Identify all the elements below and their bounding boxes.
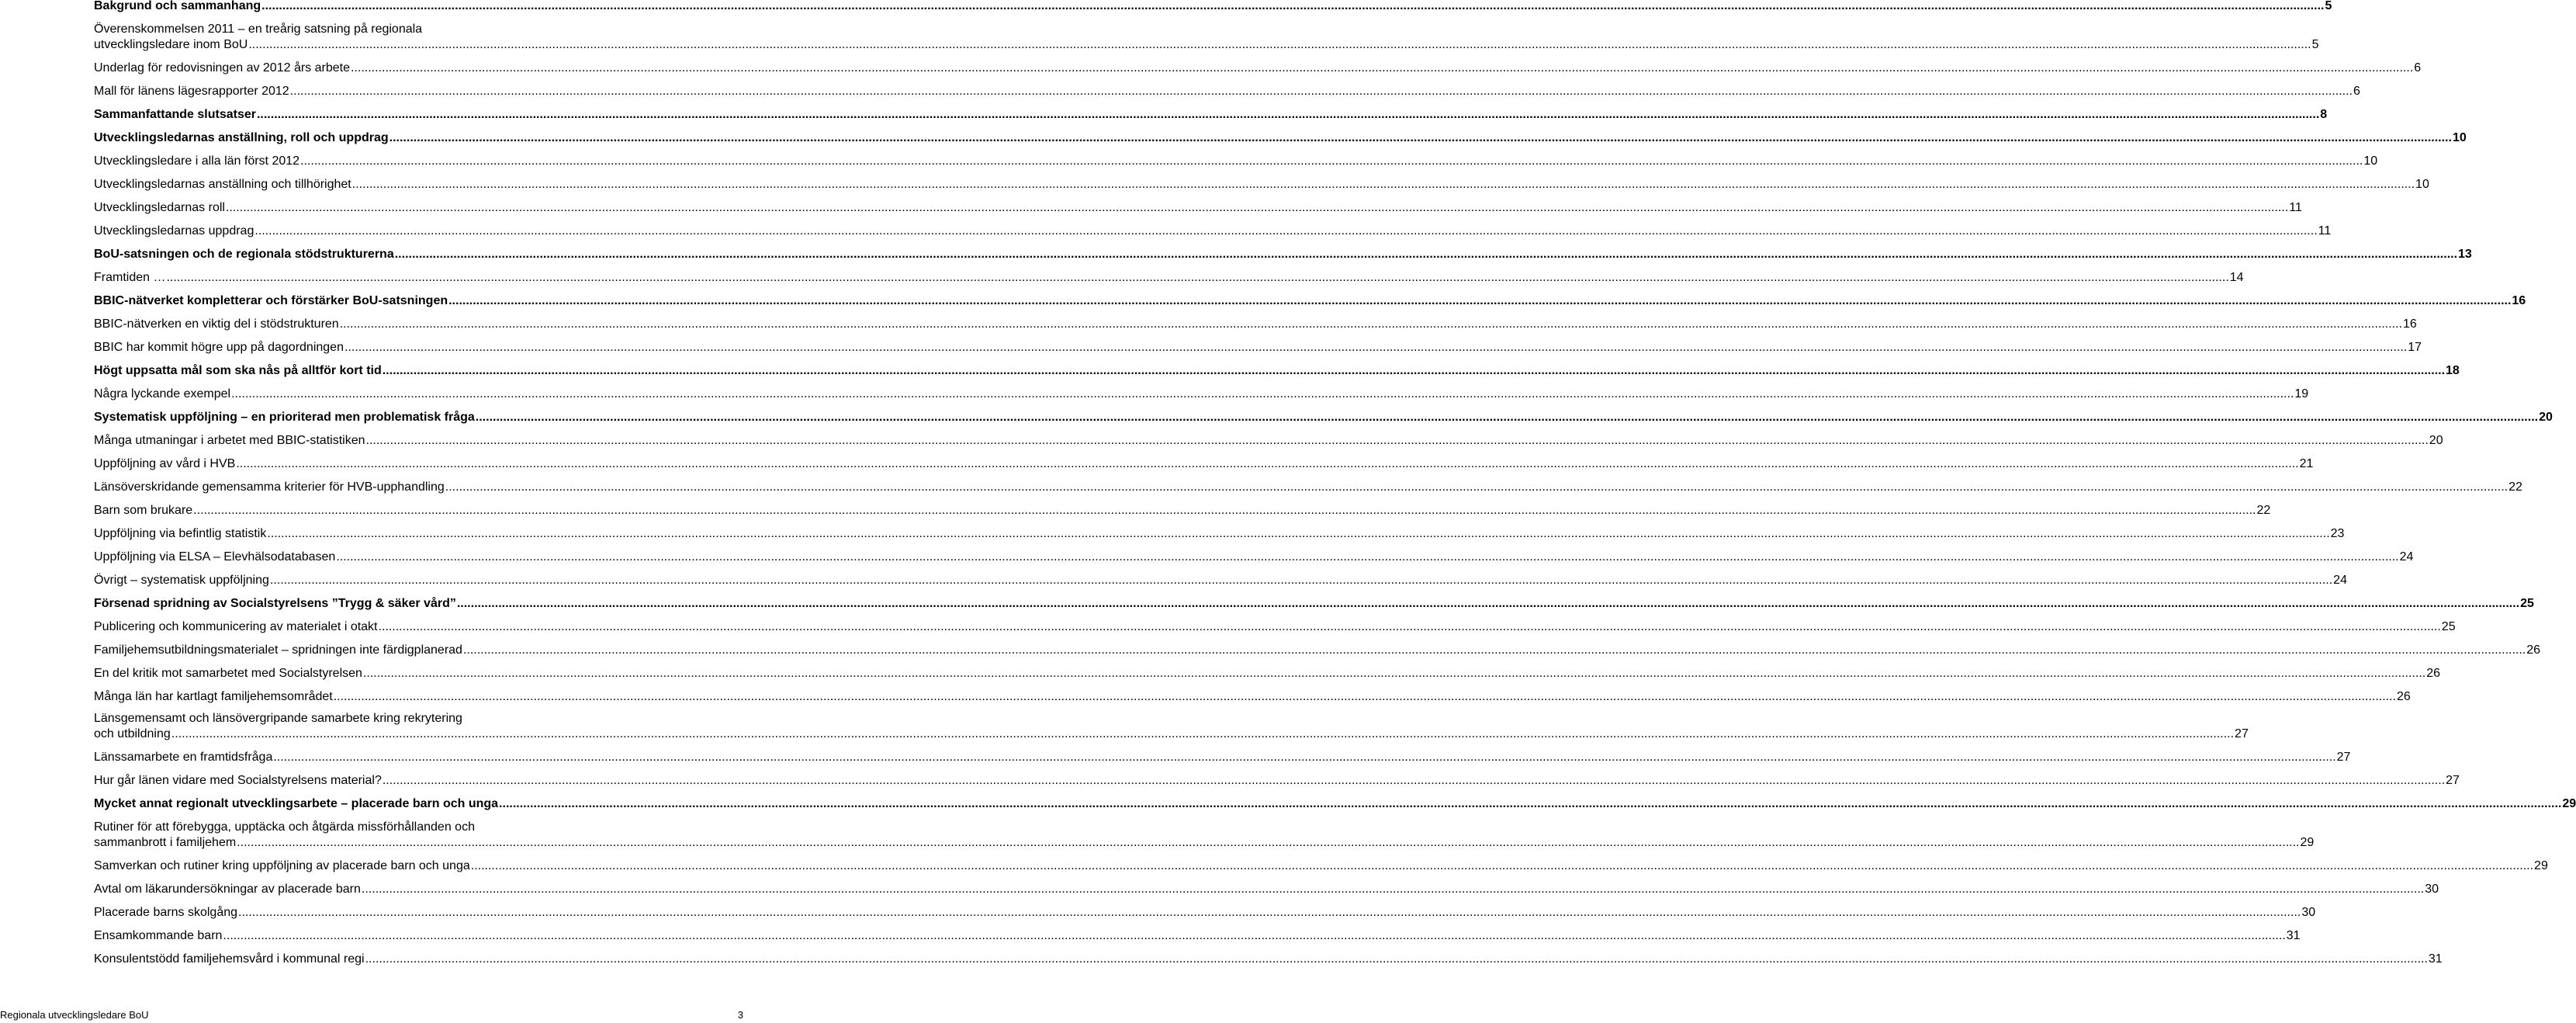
toc-entry[interactable]: [94, 200, 2302, 216]
toc-entry-page: 25: [2520, 597, 2534, 610]
toc-entry[interactable]: [94, 820, 2315, 851]
toc-dot-leader: [290, 84, 2353, 99]
toc-entry-title: Underlag för redovisningen av 2012 års arbete: [94, 61, 350, 75]
toc-entry-line: [94, 247, 2472, 262]
toc-entry-title: Länsöverskridande gemensamma kriterier för HVB-upphandling: [94, 480, 445, 494]
toc-entry-title: Utvecklingsledarnas roll: [94, 201, 225, 214]
toc-entry-title: Mycket annat regionalt utvecklingsarbete – placerade barn och unga: [94, 797, 499, 810]
toc-entry-page: 29: [2534, 859, 2548, 872]
toc-entry-page: 19: [2294, 387, 2309, 401]
toc-entry[interactable]: [94, 456, 2314, 472]
toc-entry-line: [94, 727, 2249, 742]
toc-dot-leader: [352, 177, 2415, 192]
toc-entry-title: utvecklingsledare inom BoU: [94, 38, 248, 51]
toc-entry-page: 21: [2299, 457, 2314, 470]
toc-entry-title: Övrigt – systematisk uppföljning: [94, 574, 269, 587]
toc-entry-page: 16: [2512, 294, 2526, 307]
toc-entry-page: 27: [2446, 774, 2460, 787]
toc-entry-title: Bakgrund och sammanhang: [94, 0, 261, 12]
toc-dot-leader: [238, 905, 2301, 921]
toc-entry-title-line1: Länsgemensamt och länsövergripande samarbete kring rekrytering: [94, 712, 462, 725]
toc-entry-line: [94, 84, 2360, 99]
toc-entry-line: [94, 750, 2351, 765]
toc-entry-title: Familjehemsutbildningsmaterialet – spridningen inte färdigplanerad: [94, 643, 462, 657]
toc-entry-line: [94, 952, 2443, 967]
toc-entry-page: 14: [2229, 271, 2244, 284]
toc-entry-title-line1: Överenskommelsen 2011 – en treårig satsning på regionala: [94, 23, 423, 36]
toc-entry-title: Uppföljning via ELSA – Elevhälsodatabasen: [94, 550, 336, 564]
toc-dot-leader: [463, 643, 2526, 658]
toc-entry-title: Hur går länen vidare med Socialstyrelsens material?: [94, 774, 382, 787]
toc-dot-leader: [236, 456, 2298, 472]
toc-entry[interactable]: [94, 858, 2548, 874]
toc-dot-leader: [267, 526, 2329, 542]
toc-entry-title: Utvecklingsledare i alla län först 2012: [94, 154, 300, 168]
toc-entry-page: 11: [2289, 201, 2302, 214]
toc-entry-line: [94, 689, 2411, 705]
toc-dot-leader: [193, 503, 2256, 518]
toc-entry[interactable]: [94, 526, 2345, 542]
toc-entry-page: 31: [2428, 952, 2443, 966]
toc-entry[interactable]: [94, 177, 2429, 192]
toc-dot-leader: [336, 550, 2398, 565]
toc-dot-leader: [261, 0, 2324, 14]
toc-dot-leader: [254, 224, 2317, 239]
toc-entry-title: Ensamkommande barn: [94, 929, 223, 942]
toc-entry[interactable]: [94, 0, 2332, 14]
toc-entry-page: 10: [2415, 178, 2429, 191]
toc-entry-page: 8: [2320, 108, 2328, 121]
toc-dot-leader: [448, 293, 2511, 309]
toc-entry-line: [94, 410, 2553, 425]
toc-dot-leader: [471, 858, 2533, 874]
toc-entry-page: 10: [2452, 131, 2467, 144]
toc-entry[interactable]: [94, 340, 2422, 355]
toc-entry-page: 30: [2425, 883, 2439, 896]
toc-entry[interactable]: [94, 905, 2316, 921]
toc-entry-line: [94, 456, 2314, 472]
toc-entry-line: [94, 526, 2345, 542]
toc-entry-title: Placerade barns skolgång: [94, 906, 238, 919]
toc-entry-page: 22: [2508, 480, 2522, 494]
toc-dot-leader: [390, 130, 2452, 146]
toc-entry-page: 23: [2330, 527, 2345, 540]
toc-dot-leader: [171, 727, 2234, 742]
toc-entry[interactable]: [94, 503, 2271, 518]
toc-entry-page: 25: [2441, 620, 2456, 633]
toc-entry-line: [94, 858, 2548, 874]
toc-dot-leader: [445, 480, 2508, 495]
toc-entry-title: Samverkan och rutiner kring uppföljning av placerade barn och unga: [94, 859, 470, 872]
toc-entry-title: Högt uppsatta mål som ska nås på alltför kort tid: [94, 364, 382, 377]
toc-entry-page: 30: [2301, 906, 2316, 919]
toc-dot-leader: [476, 410, 2538, 425]
toc-entry-title: BoU-satsningen och de regionala stödstrukturerna: [94, 248, 394, 261]
toc-entry[interactable]: [94, 882, 2439, 897]
toc-entry-title: Avtal om läkarundersökningar av placerade barn: [94, 883, 361, 896]
toc-dot-leader: [166, 270, 2228, 286]
toc-dot-leader: [363, 666, 2425, 681]
toc-entry-line: [94, 363, 2460, 379]
toc-entry-line: [94, 550, 2414, 565]
toc-entry-page: 5: [2311, 38, 2319, 51]
toc-entry-line: [94, 882, 2439, 897]
toc-entry-title-line1: Rutiner för att förebygga, upptäcka och åtgärda missförhållanden och: [94, 820, 475, 834]
toc-entry-line: [94, 480, 2522, 495]
toc-dot-leader: [300, 154, 2363, 169]
toc-entry-line: [94, 224, 2332, 239]
toc-entry-title: BBIC-nätverken en viktig del i stödstrukturen: [94, 317, 339, 331]
toc-entry-line: [94, 666, 2441, 681]
toc-entry-title: Många län har kartlagt familjehemsområdet: [94, 690, 333, 703]
toc-entry-page: 22: [2256, 504, 2271, 517]
toc-entry-line: [94, 317, 2417, 332]
toc-entry[interactable]: [94, 711, 2249, 742]
toc-entry-title: Mall för länens lägesrapporter 2012: [94, 85, 289, 98]
toc-entry-title: sammanbrott i familjehem: [94, 836, 237, 849]
toc-entry[interactable]: [94, 247, 2472, 262]
toc-dot-leader: [366, 433, 2429, 449]
toc-dot-leader: [340, 317, 2402, 332]
toc-entry[interactable]: [94, 22, 2319, 53]
toc-dot-leader: [273, 750, 2335, 765]
toc-entry-page: 18: [2446, 364, 2460, 377]
toc-entry-line: [94, 928, 2301, 944]
toc-dot-leader: [226, 200, 2288, 216]
toc-entry-line: [94, 619, 2456, 635]
toc-entry-line: [94, 130, 2467, 146]
toc-entry[interactable]: [94, 750, 2351, 765]
toc-entry-title: och utbildning: [94, 727, 171, 740]
toc-entry[interactable]: [94, 154, 2378, 169]
toc-dot-leader: [223, 928, 2285, 944]
toc-entry-line: [94, 773, 2460, 789]
toc-entry-page: 6: [2414, 61, 2422, 75]
toc-dot-leader: [395, 247, 2457, 262]
toc-entry-line: [94, 107, 2328, 123]
toc-entry-page: 5: [2325, 0, 2332, 12]
toc-entry-page: 13: [2458, 248, 2472, 261]
toc-entry-title: Konsulentstödd familjehemsvård i kommunal regi: [94, 952, 365, 966]
toc-entry-title: Utvecklingsledarnas anställning, roll och uppdrag: [94, 131, 389, 144]
toc-entry-page: 24: [2333, 574, 2347, 587]
toc-entry-page: 24: [2399, 550, 2414, 564]
toc-entry-line: [94, 643, 2541, 658]
toc-entry-page: 29: [2300, 836, 2315, 849]
toc-entry-line: [94, 596, 2534, 612]
toc-dot-leader: [499, 796, 2561, 812]
toc-entry-line: [94, 503, 2271, 518]
toc-entry[interactable]: [94, 773, 2460, 789]
toc-entry-title: Försenad spridning av Socialstyrelsens ”Trygg & säker vård”: [94, 597, 456, 610]
toc-entry-line: [94, 387, 2309, 402]
toc-entry-line: [94, 340, 2422, 355]
toc-entry[interactable]: [94, 61, 2422, 76]
toc-entry-title: Många utmaningar i arbetet med BBIC-statistiken: [94, 434, 365, 447]
toc-entry-page: 20: [2539, 411, 2553, 424]
toc-entry[interactable]: [94, 573, 2347, 588]
toc-dot-leader: [351, 61, 2413, 76]
toc-entry-page: 17: [2408, 341, 2422, 354]
toc-entry-page: 6: [2353, 85, 2360, 98]
toc-entry[interactable]: [94, 224, 2332, 239]
toc-entry[interactable]: [94, 952, 2443, 967]
toc-entry-page: 31: [2286, 929, 2301, 942]
toc-entry[interactable]: [94, 270, 2244, 286]
toc-entry[interactable]: [94, 596, 2534, 612]
toc-dot-leader: [231, 387, 2294, 402]
toc-entry-title: Utvecklingsledarnas uppdrag: [94, 224, 254, 238]
toc-dot-leader: [257, 107, 2319, 123]
toc-entry-page: 10: [2363, 154, 2378, 168]
footer-page-number: 3: [737, 1009, 743, 1021]
toc-entry-title: En del kritik mot samarbetet med Socialstyrelsen: [94, 667, 362, 680]
toc-dot-leader: [383, 363, 2445, 379]
toc-entry-page: 11: [2318, 224, 2332, 238]
toc-entry-line: [94, 0, 2332, 14]
toc-entry-page: 26: [2397, 690, 2411, 703]
toc-entry-title: Några lyckande exempel: [94, 387, 231, 401]
toc-entry-page: 20: [2429, 434, 2443, 447]
toc-entry[interactable]: [94, 796, 2576, 812]
toc-entry[interactable]: [94, 107, 2328, 123]
toc-entry-page: 29: [2562, 797, 2576, 810]
toc-entry[interactable]: [94, 317, 2417, 332]
toc-entry-line: [94, 293, 2526, 309]
toc-entry[interactable]: [94, 410, 2553, 425]
toc-entry[interactable]: [94, 293, 2526, 309]
toc-entry[interactable]: [94, 480, 2522, 495]
toc-entry-line: [94, 796, 2576, 812]
toc-entry-title: Systematisk uppföljning – en prioriterad men problematisk fråga: [94, 411, 475, 424]
toc-entry-line: [94, 177, 2429, 192]
toc-entry[interactable]: [94, 433, 2443, 449]
toc-entry[interactable]: [94, 387, 2309, 402]
toc-entry-title: Framtiden …: [94, 271, 166, 284]
toc-dot-leader: [334, 689, 2396, 705]
toc-entry-page: 16: [2403, 317, 2417, 331]
toc-entry-title: BBIC-nätverket kompletterar och förstärker BoU-satsningen: [94, 294, 448, 307]
toc-dot-leader: [383, 773, 2445, 789]
toc-entry-page: 27: [2235, 727, 2249, 740]
toc-dot-leader: [270, 573, 2332, 588]
toc-entry[interactable]: [94, 643, 2541, 658]
toc-entry-title: Sammanfattande slutsatser: [94, 108, 256, 121]
toc-entry-line: [94, 154, 2378, 169]
toc-entry[interactable]: [94, 928, 2301, 944]
toc-entry-line: [94, 905, 2316, 921]
toc-entry[interactable]: [94, 666, 2441, 681]
toc-entry-page: 27: [2336, 751, 2351, 764]
toc-entry-page: 26: [2426, 667, 2441, 680]
toc-entry-line: [94, 61, 2422, 76]
toc-dot-leader: [365, 952, 2428, 967]
toc-entry-line: [94, 37, 2319, 53]
toc-entry-title: Utvecklingsledarnas anställning och tillhörighet: [94, 178, 351, 191]
toc-entry-title: Uppföljning via befintlig statistik: [94, 527, 267, 540]
toc-entry[interactable]: [94, 84, 2360, 99]
toc-entry-title: Uppföljning av vård i HVB: [94, 457, 236, 470]
toc-entry-title: Länssamarbete en framtidsfråga: [94, 751, 273, 764]
toc-entry-line: [94, 270, 2244, 286]
toc-entry-line: [94, 573, 2347, 588]
toc-entry[interactable]: [94, 550, 2414, 565]
toc-entry[interactable]: [94, 363, 2460, 379]
toc-dot-leader: [248, 37, 2311, 53]
toc-dot-leader: [379, 619, 2441, 635]
toc-dot-leader: [345, 340, 2407, 355]
toc-entry[interactable]: [94, 619, 2456, 635]
toc-dot-leader: [457, 596, 2519, 612]
toc-entry-title: Publicering och kommunicering av materialet i otakt: [94, 620, 378, 633]
toc-entry[interactable]: [94, 130, 2467, 146]
toc-entry[interactable]: [94, 689, 2411, 705]
toc-entry-title: Barn som brukare: [94, 504, 193, 517]
toc-entry-page: 26: [2526, 643, 2541, 657]
toc-dot-leader: [362, 882, 2424, 897]
toc-entry-line: [94, 835, 2315, 851]
toc-entry-line: [94, 200, 2302, 216]
toc-entry-line: [94, 433, 2443, 449]
toc-entry-title: BBIC har kommit högre upp på dagordningen: [94, 341, 344, 354]
footer-title: Regionala utvecklingsledare BoU: [0, 1009, 149, 1021]
toc-dot-leader: [237, 835, 2299, 851]
